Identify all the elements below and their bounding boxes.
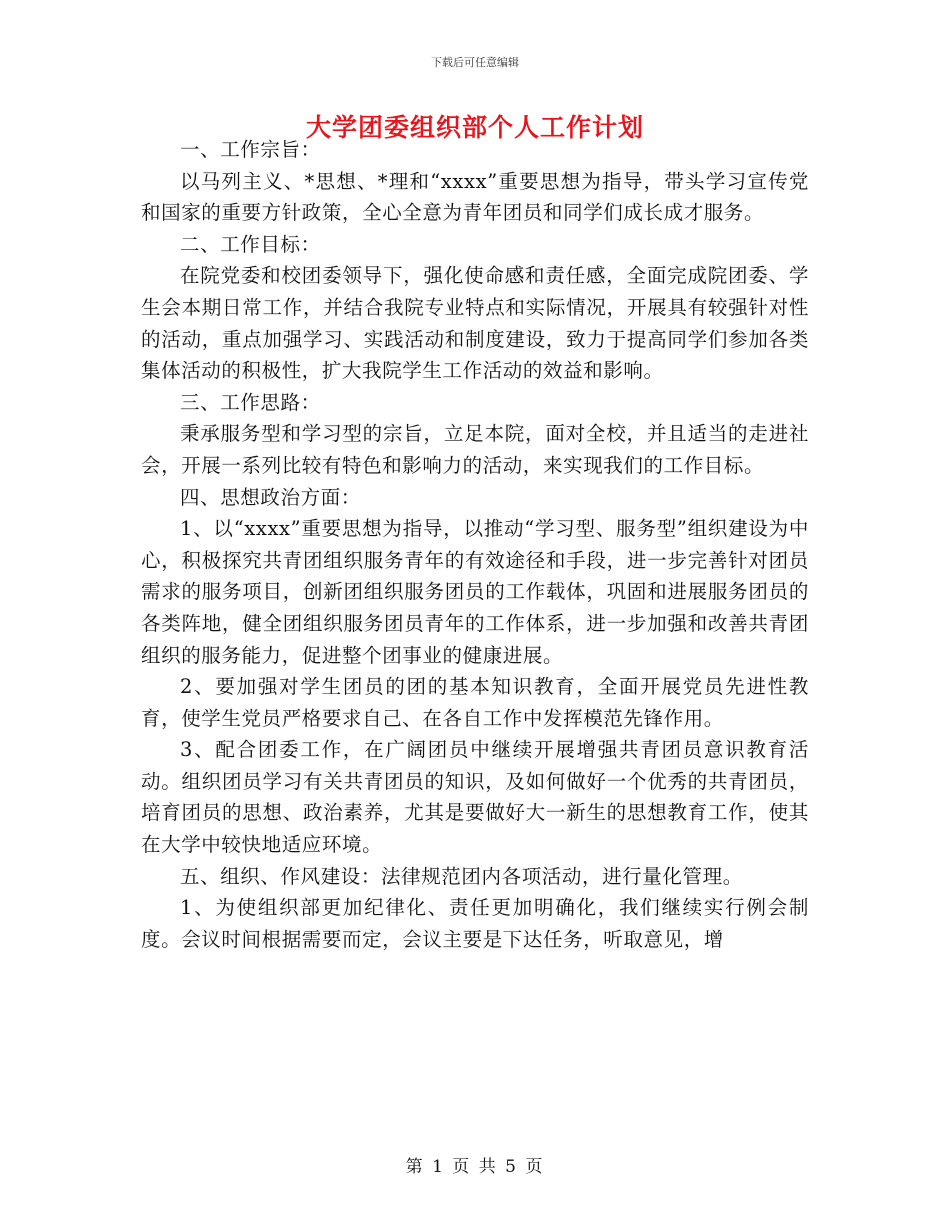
section-heading-organization: 五、组织、作风建设：法律规范团内各项活动，进行量化管理。 bbox=[180, 864, 743, 888]
paragraph: 在院党委和校团委领导下，强化使命感和责任感，全面完成院团委、学生会本期日常工作，并结合我院专业特点和实际情况，开展具有较强针对性的活动，重点加强学习、实践活动和制度建设，致力于提高同学们参加各类集体活动的积极性，扩大我院学生工作活动的效益和影响。 bbox=[141, 264, 809, 383]
paragraph: 3、配合团委工作，在广阔团员中继续开展增强共青团员意识教育活动。组织团员学习有关共青团员的知识，及如何做好一个优秀的共青团员，培育团员的思想、政治素养，尤其是要做好大一新生的思想教育工作，使其在大学中较快地适应环境。 bbox=[141, 738, 809, 857]
paragraph: 1、为使组织部更加纪律化、责任更加明确化，我们继续实行例会制度。会议时间根据需要而定，会议主要是下达任务，听取意见，增 bbox=[141, 896, 809, 951]
paragraph: 1、以“xxxx”重要思想为指导，以推动“学习型、服务型”组织建设为中心，积极探究共青团组织服务青年的有效途径和手段，进一步完善针对团员需求的服务项目，创新团组织服务团员的工作载体，巩固和进展服务团员的各类阵地，健全团组织服务团员青年的工作体系，进一步加强和改善共青团组织的服务能力，促进整个团事业的健康进展。 bbox=[141, 517, 809, 667]
document-body bbox=[141, 134, 809, 955]
page-number: 第 1 页 共 5 页 bbox=[405, 1157, 545, 1177]
paragraph: 秉承服务型和学习型的宗旨，立足本院，面对全校，并且适当的走进社会，开展一系列比较有特色和影响力的活动，来实现我们的工作目标。 bbox=[141, 422, 809, 477]
document-title: 大学团委组织部个人工作计划 bbox=[305, 113, 644, 142]
section-heading-ideology: 四、思想政治方面： bbox=[180, 485, 361, 509]
section-heading-purpose: 一、工作宗旨： bbox=[180, 138, 321, 161]
section-heading-approach: 三、工作思路： bbox=[180, 390, 321, 414]
section-heading-goals: 二、工作目标： bbox=[180, 232, 321, 256]
header-note: 下载后可任意编辑 bbox=[431, 56, 519, 69]
paragraph: 2、要加强对学生团员的团的基本知识教育，全面开展党员先进性教育，使学生党员严格要求自己、在各自工作中发挥模范先锋作用。 bbox=[141, 675, 809, 730]
paragraph: 以马列主义、*思想、*理和“xxxx”重要思想为指导，带头学习宣传党和国家的重要方针政策，全心全意为青年团员和同学们成长成才服务。 bbox=[141, 169, 809, 225]
